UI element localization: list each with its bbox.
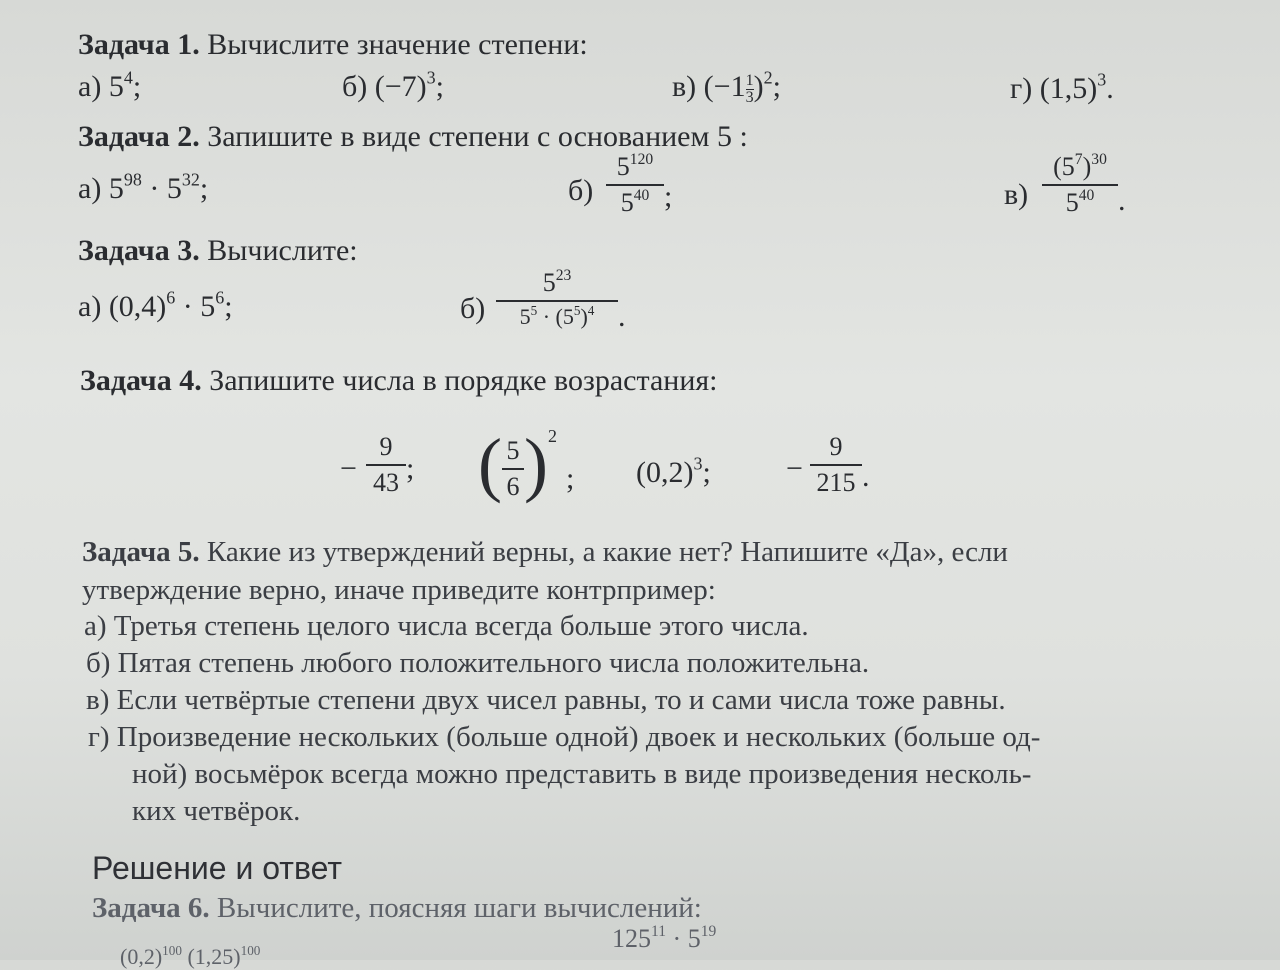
task3-title — [78, 234, 358, 268]
power-exponent: 98 — [123, 169, 142, 190]
task2-c-end: . — [1118, 184, 1126, 217]
fraction-numerator: 1 — [745, 71, 754, 89]
fraction-denominator — [496, 304, 618, 330]
power-base: (1,5) — [1039, 72, 1098, 105]
task6-expression-left-partial — [120, 944, 260, 970]
task5-statement-d-line2: ной) восьмёрок всегда можно представить в виде произведения несколь- — [132, 758, 1032, 790]
power-base: 5 — [519, 304, 531, 329]
punctuation: ; — [224, 290, 233, 323]
power-exponent: 6 — [166, 287, 176, 308]
punctuation: ; — [435, 70, 445, 103]
task6-title — [92, 892, 702, 925]
fraction-denominator: 3 — [745, 88, 754, 106]
power-exponent: 4 — [123, 67, 133, 88]
power-base: (−1 — [703, 70, 746, 103]
fraction-bar — [1042, 184, 1118, 186]
fraction-bar — [366, 464, 406, 466]
task2-b-label: б) — [568, 174, 594, 207]
punctuation: ; — [702, 456, 711, 489]
task2-item-a — [78, 169, 209, 206]
task4-n2-end: ; — [566, 462, 575, 495]
mixed-fraction — [746, 73, 754, 106]
fraction-bar — [502, 468, 524, 470]
fraction-denominator — [606, 188, 664, 218]
paren-close: ) — [524, 424, 548, 504]
power-base: 5 — [166, 172, 182, 205]
power-base: 5 — [1065, 188, 1079, 217]
power-exponent: 40 — [633, 187, 650, 205]
item-label: б) — [342, 70, 368, 103]
power-base: (0,2) — [120, 944, 163, 969]
multiply-dot: · — [672, 924, 682, 953]
task5-statement-d-line1: г) Произведение нескольких (больше одной) двоек и нескольких (больше од- — [88, 721, 1041, 753]
task1-item-b — [342, 67, 445, 104]
power-base: (0,2) — [636, 456, 694, 489]
task6-title-text: Вычислите, поясняя шаги вычислений: — [216, 892, 702, 924]
task2-b-fraction — [606, 152, 664, 218]
task1-item-d — [1010, 69, 1114, 106]
power-base: 5 — [108, 70, 124, 103]
task1-title — [78, 28, 588, 62]
task4-n4-end: . — [862, 460, 870, 493]
task1-item-c — [672, 67, 781, 106]
task3-title-text: Вычислите: — [207, 234, 358, 267]
task4-n1-fraction — [366, 432, 406, 498]
power-exponent: 7 — [1074, 151, 1083, 169]
power-exponent: 11 — [651, 923, 667, 941]
item-label: а) — [78, 70, 102, 103]
fraction-bar — [606, 184, 664, 186]
power-base: 5 — [687, 924, 701, 953]
task6-title-bold: Задача 6. — [92, 892, 210, 924]
fraction-numerator — [496, 268, 618, 298]
task3-title-bold: Задача 3. — [78, 234, 200, 267]
paren-close: ) — [753, 70, 764, 103]
power-exponent: 19 — [700, 923, 717, 941]
task2-title-text: Запишите в виде степени с основанием 5 : — [207, 120, 748, 153]
task3-item-a — [78, 287, 233, 324]
task4-n3 — [636, 453, 711, 490]
fraction-denominator: 43 — [373, 468, 399, 497]
fraction-denominator: 215 — [816, 468, 856, 497]
fraction-numerator — [1042, 152, 1118, 182]
task2-title — [78, 120, 748, 154]
task1-title-bold: Задача 1. — [78, 28, 200, 61]
power-exponent: 3 — [426, 67, 436, 88]
task4-n4-fraction — [810, 432, 862, 498]
task5-title-bold: Задача 5. — [82, 536, 200, 568]
power-base: (5 — [1053, 152, 1075, 181]
item-label: а) — [78, 172, 102, 205]
power-exponent: 4 — [587, 302, 595, 318]
task5-line2: утверждение верно, иначе приведите контрпример: — [82, 574, 716, 606]
power-base: 5 — [108, 172, 124, 205]
paren-close: ) — [1082, 152, 1092, 181]
item-label: а) — [78, 290, 102, 323]
punctuation: . — [1106, 72, 1114, 105]
power-exponent: 120 — [629, 151, 654, 169]
task2-title-bold: Задача 2. — [78, 120, 200, 153]
power-exponent: 100 — [240, 942, 261, 958]
power-exponent: 40 — [1078, 187, 1095, 205]
power-exponent: 100 — [162, 942, 182, 958]
paren-open: ( — [478, 424, 502, 504]
fraction-denominator: 6 — [506, 472, 520, 501]
task4-n1-sign: − — [340, 452, 357, 485]
fraction-bar — [810, 464, 862, 466]
power-base: (−7) — [374, 70, 427, 103]
item-label: г) — [1010, 72, 1033, 105]
task4-n4-sign: − — [786, 452, 803, 485]
fraction-numerator: 9 — [379, 432, 393, 461]
power-base: 5 — [620, 188, 634, 217]
fraction-numerator: 5 — [506, 436, 520, 465]
task3-b-fraction — [496, 268, 618, 330]
task3-b-end: . — [618, 300, 626, 333]
punctuation: ; — [772, 70, 781, 103]
paren-close: ) — [580, 304, 588, 329]
item-label: в) — [672, 70, 697, 103]
task4-n2-exp: 2 — [548, 426, 557, 446]
task4-n2-fraction — [502, 436, 524, 502]
task4-title-bold: Задача 4. — [80, 364, 202, 397]
power-exponent: 3 — [693, 453, 703, 474]
task1-item-a — [78, 67, 142, 104]
task6-expression-partial — [612, 924, 716, 954]
power-base: (0,4) — [108, 290, 167, 323]
power-base: 5 — [200, 290, 216, 323]
punctuation: ; — [132, 70, 142, 103]
task2-c-label: в) — [1004, 178, 1029, 211]
power-base: 125 — [612, 924, 651, 953]
power-exponent: 5 — [530, 302, 538, 318]
power-base: 5 — [616, 152, 630, 181]
power-exponent: 23 — [555, 267, 572, 285]
power-base: (1,25) — [187, 944, 241, 969]
fraction-numerator — [606, 152, 664, 182]
task4-title-text: Запишите числа в порядке возрастания: — [209, 364, 718, 397]
task5-title-text: Какие из утверждений верны, а какие нет? Напишите «Да», если — [206, 536, 1008, 568]
task1-title-text: Вычислите значение степени: — [207, 28, 588, 61]
multiply-dot: · — [542, 304, 551, 329]
power-base: 5 — [542, 268, 556, 297]
solution-heading: Решение и ответ — [92, 850, 342, 886]
task5-statement-a: а) Третья степень целого числа всегда больше этого числа. — [84, 610, 809, 642]
power-exponent: 2 — [763, 67, 773, 88]
task5-statement-d-line3: ких четвёрок. — [132, 795, 301, 827]
power-exponent: 6 — [215, 287, 225, 308]
fraction-denominator — [1042, 188, 1118, 218]
power-base: (5 — [555, 304, 574, 329]
punctuation: ; — [199, 172, 209, 205]
task3-b-label: б) — [460, 292, 486, 325]
power-exponent: 3 — [1097, 69, 1107, 90]
task5-line1 — [82, 536, 1008, 569]
task5-statement-b: б) Пятая степень любого положительного числа положительна. — [86, 647, 870, 679]
power-exponent: 32 — [181, 169, 200, 190]
power-exponent: 5 — [573, 302, 581, 318]
task2-b-end: ; — [664, 180, 673, 213]
fraction-bar — [496, 300, 618, 302]
power-exponent: 30 — [1091, 151, 1107, 169]
task4-title — [80, 364, 718, 398]
task5-statement-c: в) Если четвёртые степени двух чисел равны, то и сами числа тоже равны. — [86, 684, 1006, 716]
task4-n1-end: ; — [406, 452, 415, 485]
task2-c-fraction — [1042, 152, 1118, 218]
multiply-dot: · — [182, 290, 193, 323]
multiply-dot: · — [149, 172, 160, 205]
fraction-numerator: 9 — [829, 432, 843, 461]
